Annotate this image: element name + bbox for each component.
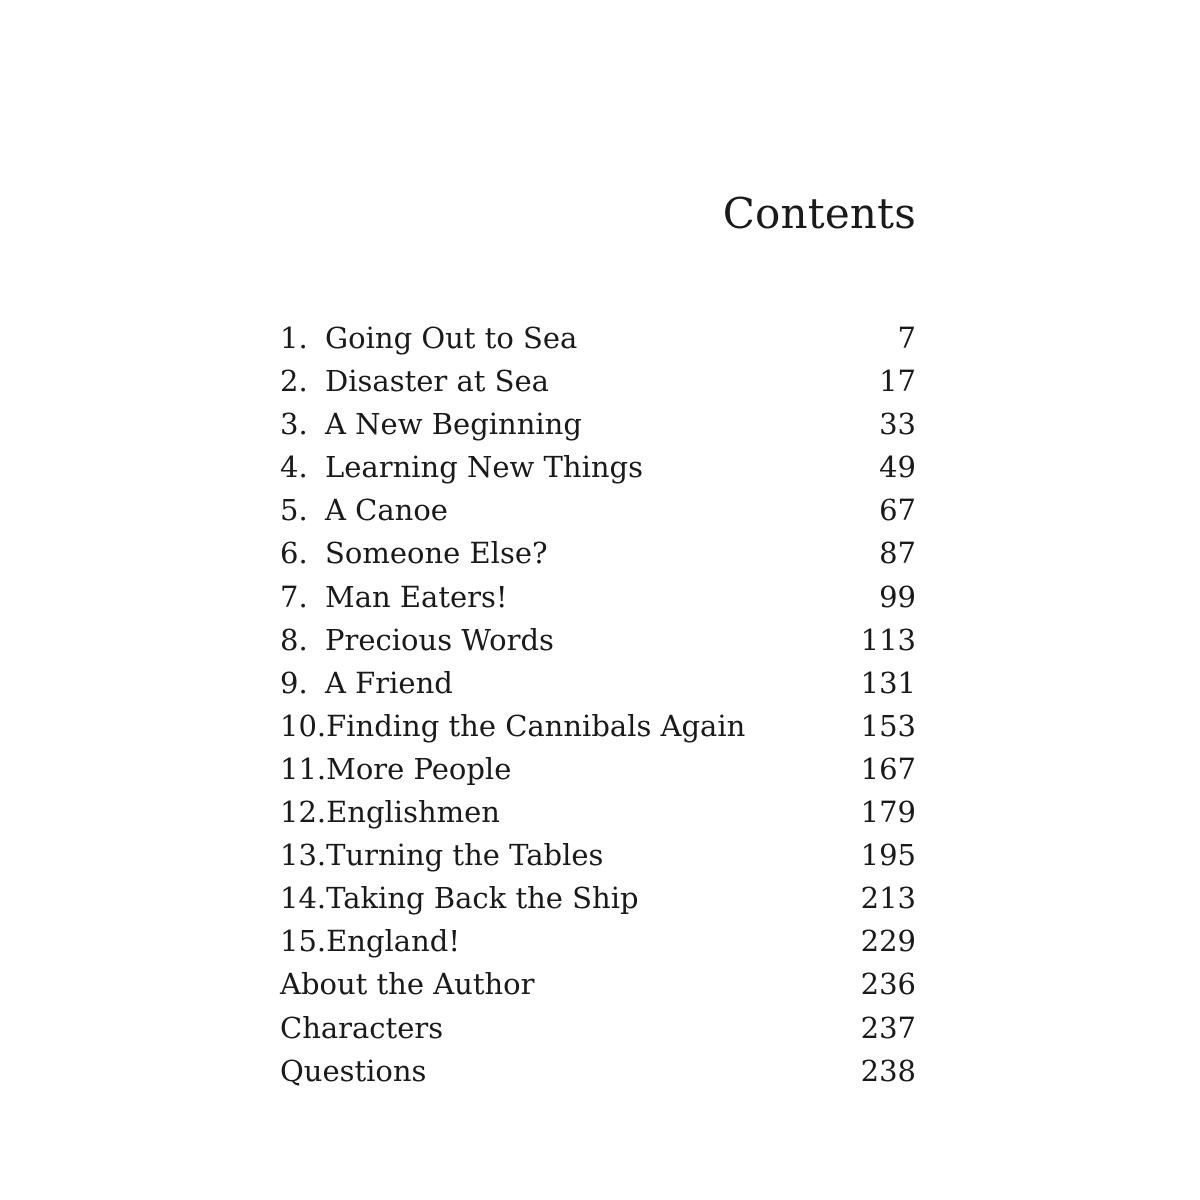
toc-entry-number: 8. <box>280 622 308 657</box>
toc-entry-title: About the Author <box>280 967 535 1002</box>
toc-entry-number: 14. <box>280 881 327 916</box>
toc-entry-title: Going Out to Sea <box>325 321 578 355</box>
table-of-contents <box>280 317 916 1093</box>
toc-entry-title: Precious Words <box>325 622 554 657</box>
toc-entry <box>280 748 916 791</box>
toc-entry-page: 179 <box>860 795 916 830</box>
toc-entry <box>280 532 916 575</box>
toc-entry-number: 4. <box>280 450 308 485</box>
toc-entry-page: 236 <box>860 967 916 1002</box>
toc-entry-page: 113 <box>860 622 916 657</box>
toc-entry-title: A New Beginning <box>325 407 582 442</box>
toc-entry <box>280 705 916 748</box>
toc-entry <box>280 877 916 920</box>
toc-entry-page: 7 <box>897 321 916 355</box>
toc-entry-title: Questions <box>280 1053 427 1088</box>
toc-entry-title: Man Eaters! <box>325 579 508 614</box>
toc-entry-page: 167 <box>860 751 916 786</box>
toc-entry <box>280 662 916 705</box>
toc-entry-title: Englishmen <box>326 795 500 830</box>
toc-entry <box>280 963 916 1006</box>
toc-entry-page: 153 <box>860 708 916 743</box>
toc-entry-page: 87 <box>879 536 916 571</box>
toc-entry <box>280 920 916 963</box>
toc-entry <box>280 834 916 877</box>
toc-entry-title: Learning New Things <box>325 450 643 485</box>
toc-entry-number: 7. <box>280 579 308 614</box>
toc-entry-number: 10. <box>280 708 327 743</box>
toc-entry-page: 67 <box>879 493 916 528</box>
toc-entry-number: 9. <box>280 665 308 700</box>
toc-entry-page: 195 <box>860 838 916 873</box>
toc-entry-page: 17 <box>879 364 916 399</box>
toc-entry <box>280 489 916 532</box>
toc-entry-title: Finding the Cannibals Again <box>326 708 746 743</box>
toc-entry-number: 2. <box>280 364 308 399</box>
page-title: Contents <box>722 189 916 238</box>
toc-entry-number: 11. <box>280 751 327 786</box>
toc-entry-title: A Friend <box>325 665 453 700</box>
toc-entry-title: Disaster at Sea <box>325 364 549 399</box>
toc-entry <box>280 317 916 360</box>
toc-entry-number: 12. <box>280 795 327 830</box>
toc-entry-title: Turning the Tables <box>326 838 604 873</box>
toc-entry-title: Characters <box>280 1010 444 1045</box>
toc-entry-page: 49 <box>879 450 916 485</box>
toc-entry-page: 237 <box>860 1010 916 1045</box>
toc-entry-page: 238 <box>860 1053 916 1088</box>
toc-entry-number: 5. <box>280 493 308 528</box>
toc-entry <box>280 403 916 446</box>
toc-entry-number: 13. <box>280 838 327 873</box>
toc-entry-page: 229 <box>860 924 916 959</box>
toc-entry-number: 1. <box>280 321 308 355</box>
toc-entry <box>280 446 916 489</box>
toc-entry <box>280 791 916 834</box>
toc-entry-title: Taking Back the Ship <box>326 881 639 916</box>
toc-entry-page: 131 <box>860 665 916 700</box>
toc-entry <box>280 360 916 403</box>
toc-entry-title: Someone Else? <box>325 536 548 571</box>
toc-entry <box>280 1007 916 1050</box>
toc-entry <box>280 576 916 619</box>
toc-entry-number: 15. <box>280 924 327 959</box>
toc-entry-number: 6. <box>280 536 308 571</box>
toc-entry <box>280 1050 916 1093</box>
toc-entry-page: 99 <box>879 579 916 614</box>
toc-entry-number: 3. <box>280 407 308 442</box>
toc-entry-title: A Canoe <box>325 493 448 528</box>
toc-entry-title: England! <box>326 924 460 959</box>
toc-entry-page: 213 <box>860 881 916 916</box>
toc-entry-page: 33 <box>879 407 916 442</box>
toc-entry <box>280 619 916 662</box>
toc-entry-title: More People <box>326 751 512 786</box>
